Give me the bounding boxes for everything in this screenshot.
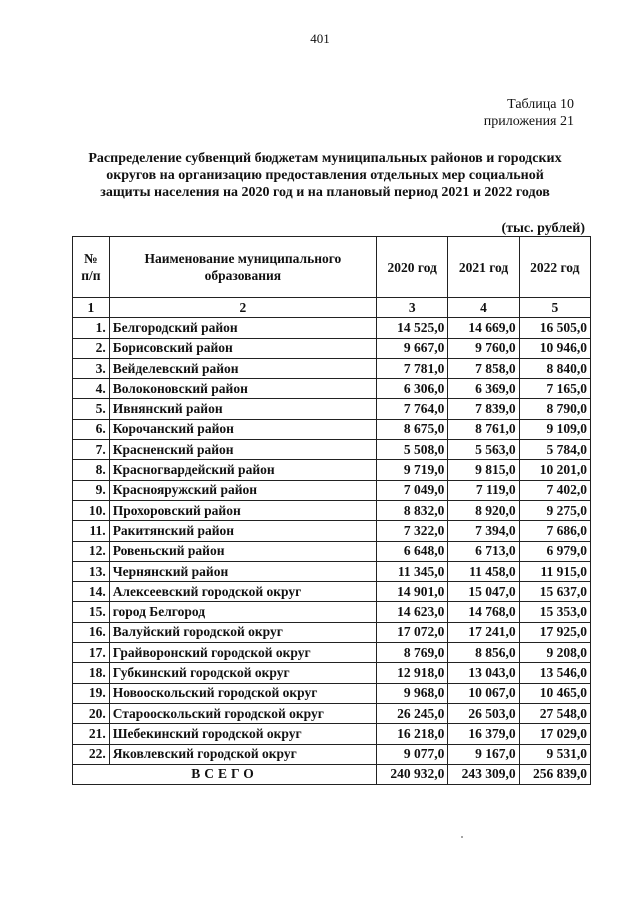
- row-number: 22.: [73, 744, 110, 764]
- row-number: 1.: [73, 318, 110, 338]
- municipality-name: Краснояружский район: [109, 480, 376, 500]
- municipality-name: Ракитянский район: [109, 521, 376, 541]
- value-2021: 7 119,0: [448, 480, 519, 500]
- table-row: [73, 480, 591, 500]
- column-index: 3: [377, 298, 448, 318]
- header-2022: 2022 год: [519, 237, 590, 298]
- value-2021: 17 241,0: [448, 622, 519, 642]
- row-number: 4.: [73, 379, 110, 399]
- table-row: [73, 622, 591, 642]
- total-v2020: 240 932,0: [377, 764, 448, 784]
- municipality-name: Белгородский район: [109, 318, 376, 338]
- value-2020: 12 918,0: [377, 663, 448, 683]
- value-2021: 7 858,0: [448, 358, 519, 378]
- row-number: 16.: [73, 622, 110, 642]
- row-number: 12.: [73, 541, 110, 561]
- value-2022: 7 686,0: [519, 521, 590, 541]
- total-v2021: 243 309,0: [448, 764, 519, 784]
- value-2022: 11 915,0: [519, 561, 590, 581]
- value-2021: 10 067,0: [448, 683, 519, 703]
- municipality-name: Валуйский городской округ: [109, 622, 376, 642]
- municipality-name: Красногвардейский район: [109, 460, 376, 480]
- header-number-line-1: №: [84, 251, 98, 266]
- table-row: [73, 703, 591, 723]
- table-reference: [484, 96, 574, 130]
- table-ref-line-1: Таблица 10: [507, 97, 574, 112]
- value-2020: 14 525,0: [377, 318, 448, 338]
- table-row: [73, 744, 591, 764]
- value-2022: 13 546,0: [519, 663, 590, 683]
- value-2020: 9 667,0: [377, 338, 448, 358]
- title-line-1: Распределение субвенций бюджетам муниципальных районов и городских: [88, 151, 562, 166]
- value-2021: 8 761,0: [448, 419, 519, 439]
- total-label: ВСЕГО: [73, 764, 377, 784]
- header-number-line-2: п/п: [81, 268, 101, 283]
- row-number: 13.: [73, 561, 110, 581]
- row-number: 8.: [73, 460, 110, 480]
- value-2020: 17 072,0: [377, 622, 448, 642]
- row-number: 2.: [73, 338, 110, 358]
- table-ref-line-2: приложения 21: [483, 114, 574, 129]
- value-2022: 15 353,0: [519, 602, 590, 622]
- total-v2022: 256 839,0: [519, 764, 590, 784]
- value-2022: 17 925,0: [519, 622, 590, 642]
- table-row: [73, 663, 591, 683]
- table-row: [73, 379, 591, 399]
- value-2021: 16 379,0: [448, 724, 519, 744]
- value-2021: 8 920,0: [448, 500, 519, 520]
- table-row: [73, 338, 591, 358]
- table-row: [73, 318, 591, 338]
- table-row: [73, 724, 591, 744]
- municipality-name: Прохоровский район: [109, 500, 376, 520]
- value-2022: 15 637,0: [519, 582, 590, 602]
- value-2022: 9 275,0: [519, 500, 590, 520]
- value-2020: 9 719,0: [377, 460, 448, 480]
- header-name: Наименование муниципального образования: [109, 237, 376, 298]
- municipality-name: Волоконовский район: [109, 379, 376, 399]
- value-2020: 7 764,0: [377, 399, 448, 419]
- value-2022: 17 029,0: [519, 724, 590, 744]
- table-row: [73, 419, 591, 439]
- municipality-name: Корочанский район: [109, 419, 376, 439]
- row-number: 9.: [73, 480, 110, 500]
- scan-speck: [461, 836, 463, 838]
- value-2020: 5 508,0: [377, 440, 448, 460]
- row-number: 17.: [73, 643, 110, 663]
- value-2021: 9 815,0: [448, 460, 519, 480]
- value-2020: 9 077,0: [377, 744, 448, 764]
- table-row: [73, 561, 591, 581]
- table-row: [73, 683, 591, 703]
- document-title: [60, 150, 590, 201]
- value-2020: 14 901,0: [377, 582, 448, 602]
- value-2021: 5 563,0: [448, 440, 519, 460]
- value-2020: 7 049,0: [377, 480, 448, 500]
- value-2022: 10 201,0: [519, 460, 590, 480]
- municipality-name: Красненский район: [109, 440, 376, 460]
- value-2021: 6 369,0: [448, 379, 519, 399]
- table-row: [73, 541, 591, 561]
- row-number: 10.: [73, 500, 110, 520]
- value-2021: 8 856,0: [448, 643, 519, 663]
- municipality-name: Новооскольский городской округ: [109, 683, 376, 703]
- table-row: [73, 358, 591, 378]
- row-number: 3.: [73, 358, 110, 378]
- value-2020: 8 675,0: [377, 419, 448, 439]
- municipality-name: Вейделевский район: [109, 358, 376, 378]
- value-2020: 14 623,0: [377, 602, 448, 622]
- municipality-name: Шебекинский городской округ: [109, 724, 376, 744]
- value-2022: 7 165,0: [519, 379, 590, 399]
- municipality-name: Ровеньский район: [109, 541, 376, 561]
- value-2021: 9 167,0: [448, 744, 519, 764]
- value-2021: 11 458,0: [448, 561, 519, 581]
- value-2021: 26 503,0: [448, 703, 519, 723]
- value-2022: 9 208,0: [519, 643, 590, 663]
- value-2022: 9 531,0: [519, 744, 590, 764]
- row-number: 15.: [73, 602, 110, 622]
- value-2020: 7 781,0: [377, 358, 448, 378]
- municipality-name: Ивнянский район: [109, 399, 376, 419]
- row-number: 14.: [73, 582, 110, 602]
- value-2020: 6 648,0: [377, 541, 448, 561]
- value-2022: 10 465,0: [519, 683, 590, 703]
- municipality-name: Грайворонский городской округ: [109, 643, 376, 663]
- municipality-name: Алексеевский городской округ: [109, 582, 376, 602]
- table-row: [73, 500, 591, 520]
- value-2022: 5 784,0: [519, 440, 590, 460]
- value-2021: 7 839,0: [448, 399, 519, 419]
- total-row: [73, 764, 591, 784]
- value-2022: 27 548,0: [519, 703, 590, 723]
- value-2021: 13 043,0: [448, 663, 519, 683]
- header-number: [73, 237, 110, 298]
- row-number: 19.: [73, 683, 110, 703]
- column-index-row: [73, 298, 591, 318]
- municipality-name: Чернянский район: [109, 561, 376, 581]
- value-2021: 14 669,0: [448, 318, 519, 338]
- value-2022: 16 505,0: [519, 318, 590, 338]
- header-row: [73, 237, 591, 298]
- row-number: 5.: [73, 399, 110, 419]
- header-2020: 2020 год: [377, 237, 448, 298]
- value-2020: 26 245,0: [377, 703, 448, 723]
- value-2021: 14 768,0: [448, 602, 519, 622]
- units-label: (тыс. рублей): [501, 221, 585, 236]
- column-index: 1: [73, 298, 110, 318]
- row-number: 21.: [73, 724, 110, 744]
- table-row: [73, 602, 591, 622]
- row-number: 11.: [73, 521, 110, 541]
- municipality-name: Губкинский городской округ: [109, 663, 376, 683]
- row-number: 20.: [73, 703, 110, 723]
- table-row: [73, 440, 591, 460]
- municipality-name: Яковлевский городской округ: [109, 744, 376, 764]
- value-2022: 6 979,0: [519, 541, 590, 561]
- table-row: [73, 399, 591, 419]
- column-index: 4: [448, 298, 519, 318]
- value-2022: 8 790,0: [519, 399, 590, 419]
- value-2021: 6 713,0: [448, 541, 519, 561]
- value-2022: 7 402,0: [519, 480, 590, 500]
- value-2022: 10 946,0: [519, 338, 590, 358]
- table-row: [73, 521, 591, 541]
- column-index: 2: [109, 298, 376, 318]
- row-number: 6.: [73, 419, 110, 439]
- table-row: [73, 643, 591, 663]
- column-index: 5: [519, 298, 590, 318]
- title-line-2: округов на организацию предоставления отдельных мер социальной: [106, 168, 544, 183]
- value-2020: 6 306,0: [377, 379, 448, 399]
- table-row: [73, 460, 591, 480]
- page-number: 401: [310, 31, 330, 46]
- row-number: 18.: [73, 663, 110, 683]
- value-2020: 16 218,0: [377, 724, 448, 744]
- value-2020: 8 769,0: [377, 643, 448, 663]
- value-2020: 8 832,0: [377, 500, 448, 520]
- value-2021: 7 394,0: [448, 521, 519, 541]
- municipality-name: Борисовский район: [109, 338, 376, 358]
- value-2020: 9 968,0: [377, 683, 448, 703]
- title-line-3: защиты населения на 2020 год и на плановый период 2021 и 2022 годов: [100, 185, 550, 200]
- value-2020: 7 322,0: [377, 521, 448, 541]
- municipality-name: Старооскольский городской округ: [109, 703, 376, 723]
- municipality-name: город Белгород: [109, 602, 376, 622]
- table-row: [73, 582, 591, 602]
- row-number: 7.: [73, 440, 110, 460]
- value-2021: 9 760,0: [448, 338, 519, 358]
- value-2022: 9 109,0: [519, 419, 590, 439]
- header-2021: 2021 год: [448, 237, 519, 298]
- subventions-table: [72, 236, 591, 785]
- value-2022: 8 840,0: [519, 358, 590, 378]
- value-2020: 11 345,0: [377, 561, 448, 581]
- value-2021: 15 047,0: [448, 582, 519, 602]
